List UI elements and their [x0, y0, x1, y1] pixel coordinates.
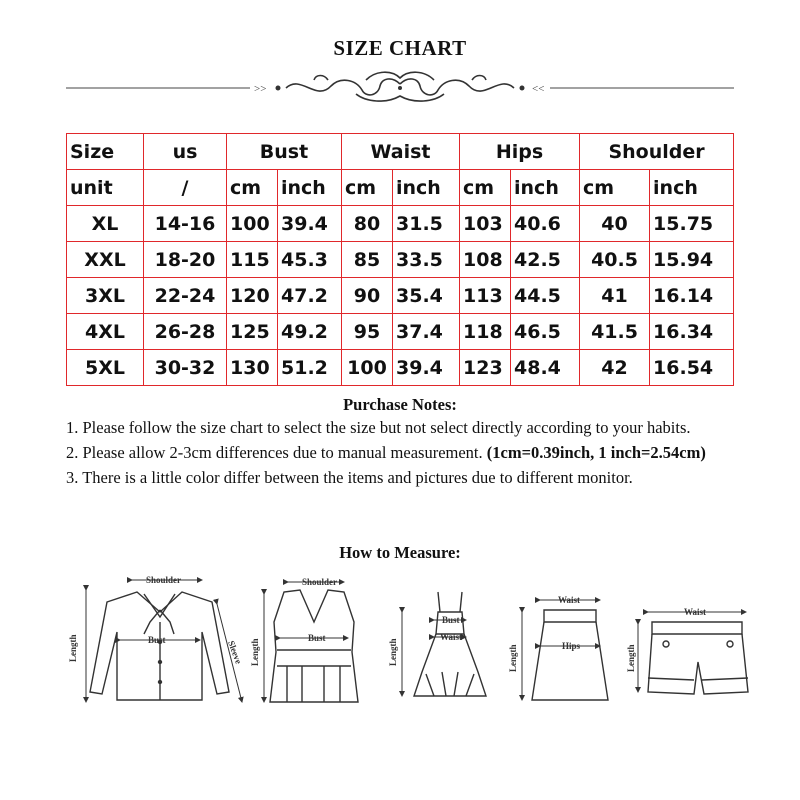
- unit-inch: inch: [511, 170, 580, 206]
- cell-shoulder-inch: 16.14: [650, 278, 734, 314]
- svg-text:<<: <<: [532, 83, 545, 95]
- cell-bust-cm: 130: [227, 350, 278, 386]
- note-item: 1. Please follow the size chart to select the size but not select directly according to your habits.: [66, 418, 691, 437]
- cell-shoulder-cm: 42: [580, 350, 650, 386]
- cell-waist-cm: 95: [342, 314, 393, 350]
- unit-inch: inch: [278, 170, 342, 206]
- label-bust: Bust: [308, 633, 326, 643]
- header-bust: Bust: [227, 134, 342, 170]
- cell-bust-cm: 115: [227, 242, 278, 278]
- cell-us: 18-20: [144, 242, 227, 278]
- cell-hips-cm: 118: [460, 314, 511, 350]
- cell-hips-cm: 123: [460, 350, 511, 386]
- note-item: 3. There is a little color differ between the items and pictures due to different monitor.: [66, 468, 633, 487]
- label-bust: Bust: [148, 635, 166, 645]
- header-size: Size: [67, 134, 144, 170]
- table-header-row: [67, 134, 734, 170]
- cell-shoulder-cm: 40.5: [580, 242, 650, 278]
- cell-waist-cm: 90: [342, 278, 393, 314]
- cell-size: 4XL: [67, 314, 144, 350]
- measure-heading: How to Measure:: [339, 543, 461, 562]
- note-text: 2. Please allow 2-3cm differences due to manual measurement.: [66, 443, 487, 462]
- table-row: [67, 242, 734, 278]
- cell-waist-inch: 35.4: [393, 278, 460, 314]
- cell-shoulder-cm: 40: [580, 206, 650, 242]
- unit-cm: cm: [227, 170, 278, 206]
- header-hips: Hips: [460, 134, 580, 170]
- shorts-diagram: [638, 612, 748, 694]
- cell-shoulder-inch: 16.54: [650, 350, 734, 386]
- label-shoulder: Shoulder: [146, 575, 182, 585]
- label-length: Length: [68, 634, 78, 662]
- cell-shoulder-inch: 16.34: [650, 314, 734, 350]
- cell-bust-inch: 51.2: [278, 350, 342, 386]
- cell-waist-cm: 100: [342, 350, 393, 386]
- cell-waist-cm: 80: [342, 206, 393, 242]
- svg-text:>>: >>: [254, 83, 267, 95]
- unit-inch: inch: [393, 170, 460, 206]
- header-shoulder: Shoulder: [580, 134, 734, 170]
- table-row: [67, 350, 734, 386]
- table-row: [67, 314, 734, 350]
- table-unit-row: [67, 170, 734, 206]
- cell-waist-inch: 37.4: [393, 314, 460, 350]
- cell-bust-inch: 39.4: [278, 206, 342, 242]
- cell-hips-cm: 108: [460, 242, 511, 278]
- ornament-divider: [66, 70, 734, 106]
- purchase-notes: [66, 394, 766, 492]
- cell-bust-inch: 45.3: [278, 242, 342, 278]
- cell-bust-inch: 47.2: [278, 278, 342, 314]
- cell-shoulder-inch: 15.94: [650, 242, 734, 278]
- size-table: [66, 133, 734, 386]
- cell-waist-inch: 33.5: [393, 242, 460, 278]
- chart-title: SIZE CHART: [333, 36, 467, 60]
- cell-size: XL: [67, 206, 144, 242]
- table-row: [67, 278, 734, 314]
- cell-hips-cm: 113: [460, 278, 511, 314]
- cell-bust-cm: 120: [227, 278, 278, 314]
- cell-shoulder-cm: 41: [580, 278, 650, 314]
- unit-inch: inch: [650, 170, 734, 206]
- cell-size: 3XL: [67, 278, 144, 314]
- unit-us: /: [144, 170, 227, 206]
- label-length: Length: [626, 644, 636, 672]
- header-waist: Waist: [342, 134, 460, 170]
- header-us: us: [144, 134, 227, 170]
- cell-shoulder-inch: 15.75: [650, 206, 734, 242]
- cell-us: 14-16: [144, 206, 227, 242]
- cell-waist-inch: 31.5: [393, 206, 460, 242]
- cell-hips-inch: 46.5: [511, 314, 580, 350]
- label-length: Length: [388, 638, 398, 666]
- label-waist: Waist: [440, 632, 463, 642]
- unit-cm: cm: [342, 170, 393, 206]
- cell-us: 22-24: [144, 278, 227, 314]
- cell-bust-cm: 125: [227, 314, 278, 350]
- cell-size: 5XL: [67, 350, 144, 386]
- label-waist: Waist: [684, 607, 707, 617]
- note-item: [66, 442, 766, 464]
- cell-waist-cm: 85: [342, 242, 393, 278]
- unit-label: unit: [67, 170, 144, 206]
- label-sleeve: Sleeve: [226, 639, 244, 666]
- cell-shoulder-cm: 41.5: [580, 314, 650, 350]
- label-waist: Waist: [558, 595, 581, 605]
- notes-heading: Purchase Notes:: [343, 395, 457, 414]
- measure-diagrams: [62, 562, 752, 752]
- cell-bust-cm: 100: [227, 206, 278, 242]
- cell-us: 30-32: [144, 350, 227, 386]
- cell-hips-inch: 48.4: [511, 350, 580, 386]
- cell-waist-inch: 39.4: [393, 350, 460, 386]
- cell-bust-inch: 49.2: [278, 314, 342, 350]
- unit-cm: cm: [460, 170, 511, 206]
- cell-hips-inch: 42.5: [511, 242, 580, 278]
- cell-hips-inch: 40.6: [511, 206, 580, 242]
- cell-us: 26-28: [144, 314, 227, 350]
- cell-hips-inch: 44.5: [511, 278, 580, 314]
- cell-hips-cm: 103: [460, 206, 511, 242]
- label-hips: Hips: [562, 641, 581, 651]
- cell-size: XXL: [67, 242, 144, 278]
- dress-diagram: [402, 592, 486, 696]
- table-row: [67, 206, 734, 242]
- label-length: Length: [508, 644, 518, 672]
- note-conversion: (1cm=0.39inch, 1 inch=2.54cm): [486, 443, 706, 462]
- unit-cm: cm: [580, 170, 650, 206]
- label-shoulder: Shoulder: [302, 577, 338, 587]
- label-length: Length: [250, 638, 260, 666]
- label-bust: Bust: [442, 615, 460, 625]
- measure-diagrams-svg: [62, 562, 752, 752]
